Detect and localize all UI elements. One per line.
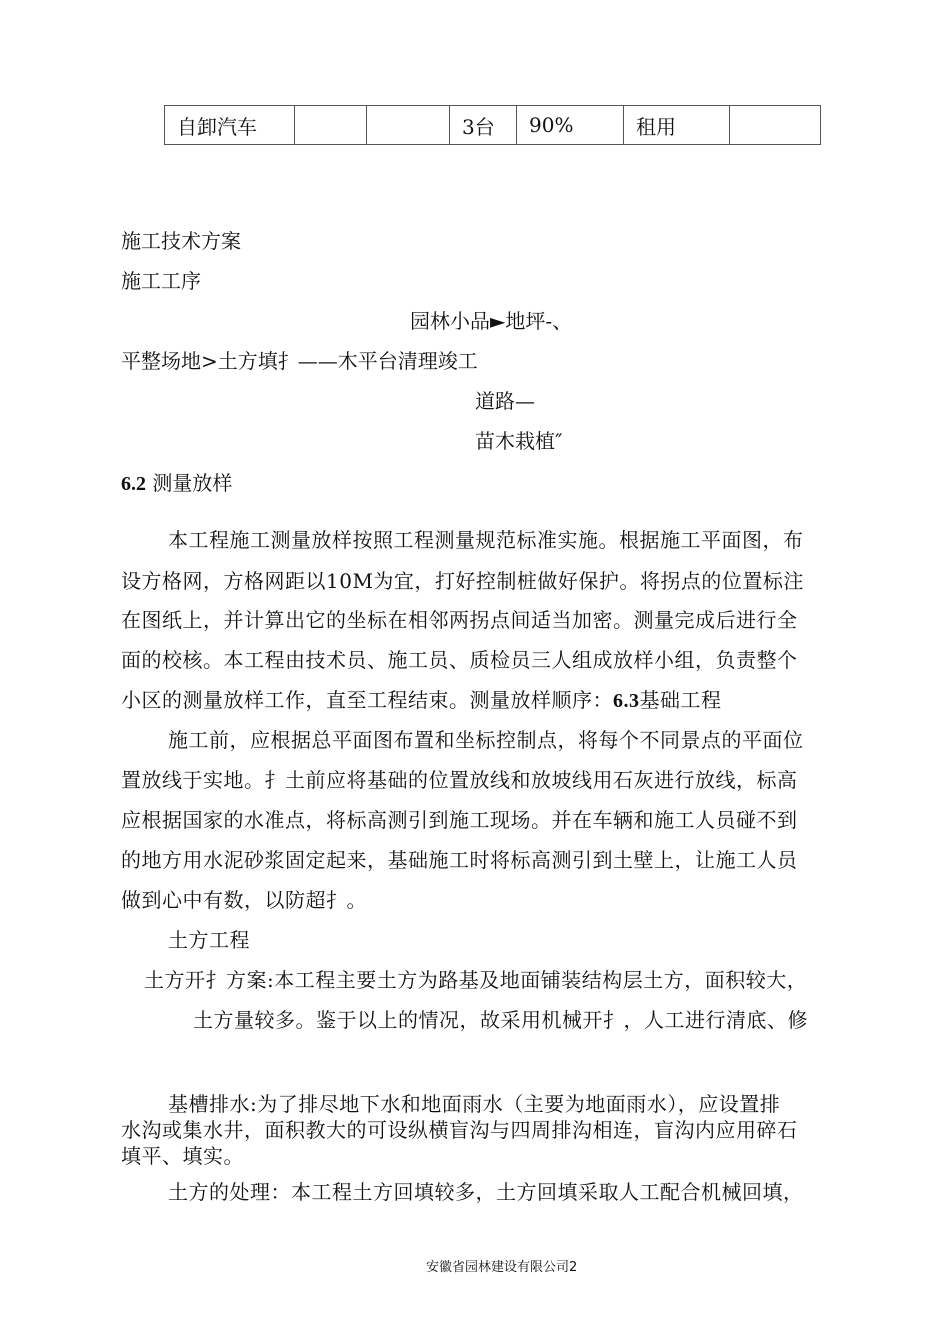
table-cell: 租用: [624, 106, 730, 145]
heading-construction-process: 施工工序: [121, 269, 201, 293]
paragraph-line: 基槽排水:为了排尽地下水和地面雨水（主要为地面雨水），应设置排: [168, 1092, 781, 1116]
table-cell: 自卸汽车: [165, 106, 295, 145]
paragraph-line: 的地方用水泥砂浆固定起来，基础施工时将标高测引到土壁上，让施工人员: [121, 848, 798, 872]
table-cell: [295, 106, 367, 145]
table-row: [165, 106, 821, 145]
flow-line-2: 平整场地>土方填扌——木平台清理竣工: [121, 349, 478, 373]
section-title: 基础工程: [639, 688, 722, 712]
paragraph-line: [121, 684, 722, 713]
flow-line-3: 道路—: [475, 389, 535, 413]
section-6-2-heading: [121, 470, 232, 497]
paragraph-line: 水沟或集水井，面积教大的可设纵横盲沟与四周排沟相连，盲沟内应用碎石: [121, 1118, 798, 1142]
page-footer: 安徽省园林建设有限公司2: [426, 1260, 578, 1275]
paragraph-line: 土方开扌方案:本工程主要土方为路基及地面铺装结构层土方，面积较大，: [144, 968, 808, 992]
paragraph-line: 本工程施工测量放样按照工程测量规范标准实施。根据施工平面图，布: [168, 528, 804, 552]
paragraph-line: 填平、填实。: [121, 1144, 244, 1168]
section-title: 测量放样: [152, 471, 233, 495]
flow-line-4: 苗木栽植″: [475, 429, 563, 453]
table-cell: 90%: [517, 106, 624, 145]
paragraph-line: 面的校核。本工程由技术员、施工员、质检员三人组成放样小组，负责整个: [121, 648, 798, 672]
table-cell: 3台: [450, 106, 517, 145]
paragraph-line: 置放线于实地。扌土前应将基础的位置放线和放坡线用石灰进行放线，标高: [121, 768, 798, 792]
paragraph-line: 施工前，应根据总平面图布置和坐标控制点，将每个不同景点的平面位: [168, 728, 804, 752]
flow-line-1: 园林小品►地坪-、: [410, 309, 573, 333]
table-cell: [730, 106, 821, 145]
paragraph-line: 设方格网，方格网距以10M为宜，打好控制桩做好保护。将拐点的位置标注: [121, 569, 804, 593]
earthwork-heading: 土方工程: [168, 928, 250, 952]
heading-construction-plan: 施工技术方案: [121, 229, 241, 253]
table-cell: [367, 106, 450, 145]
paragraph-line: 应根据国家的水准点，将标高测引到施工现场。并在车辆和施工人员碰不到: [121, 808, 798, 832]
equipment-table: [164, 105, 821, 145]
paragraph-text: 小区的测量放样工作，直至工程结束。测量放样顺序：: [121, 688, 613, 712]
paragraph-line: 土方量较多。鉴于以上的情况，故采用机械开扌，人工进行清底、修: [193, 1008, 808, 1032]
section-number: 6.2: [121, 473, 146, 495]
paragraph-line: 土方的处理：本工程土方回填较多，土方回填采取人工配合机械回填，: [168, 1180, 804, 1204]
paragraph-line: 在图纸上，并计算出它的坐标在相邻两拐点间适当加密。测量完成后进行全: [121, 608, 798, 632]
section-number: 6.3: [613, 690, 640, 712]
paragraph-line: 做到心中有数，以防超扌。: [121, 888, 367, 912]
